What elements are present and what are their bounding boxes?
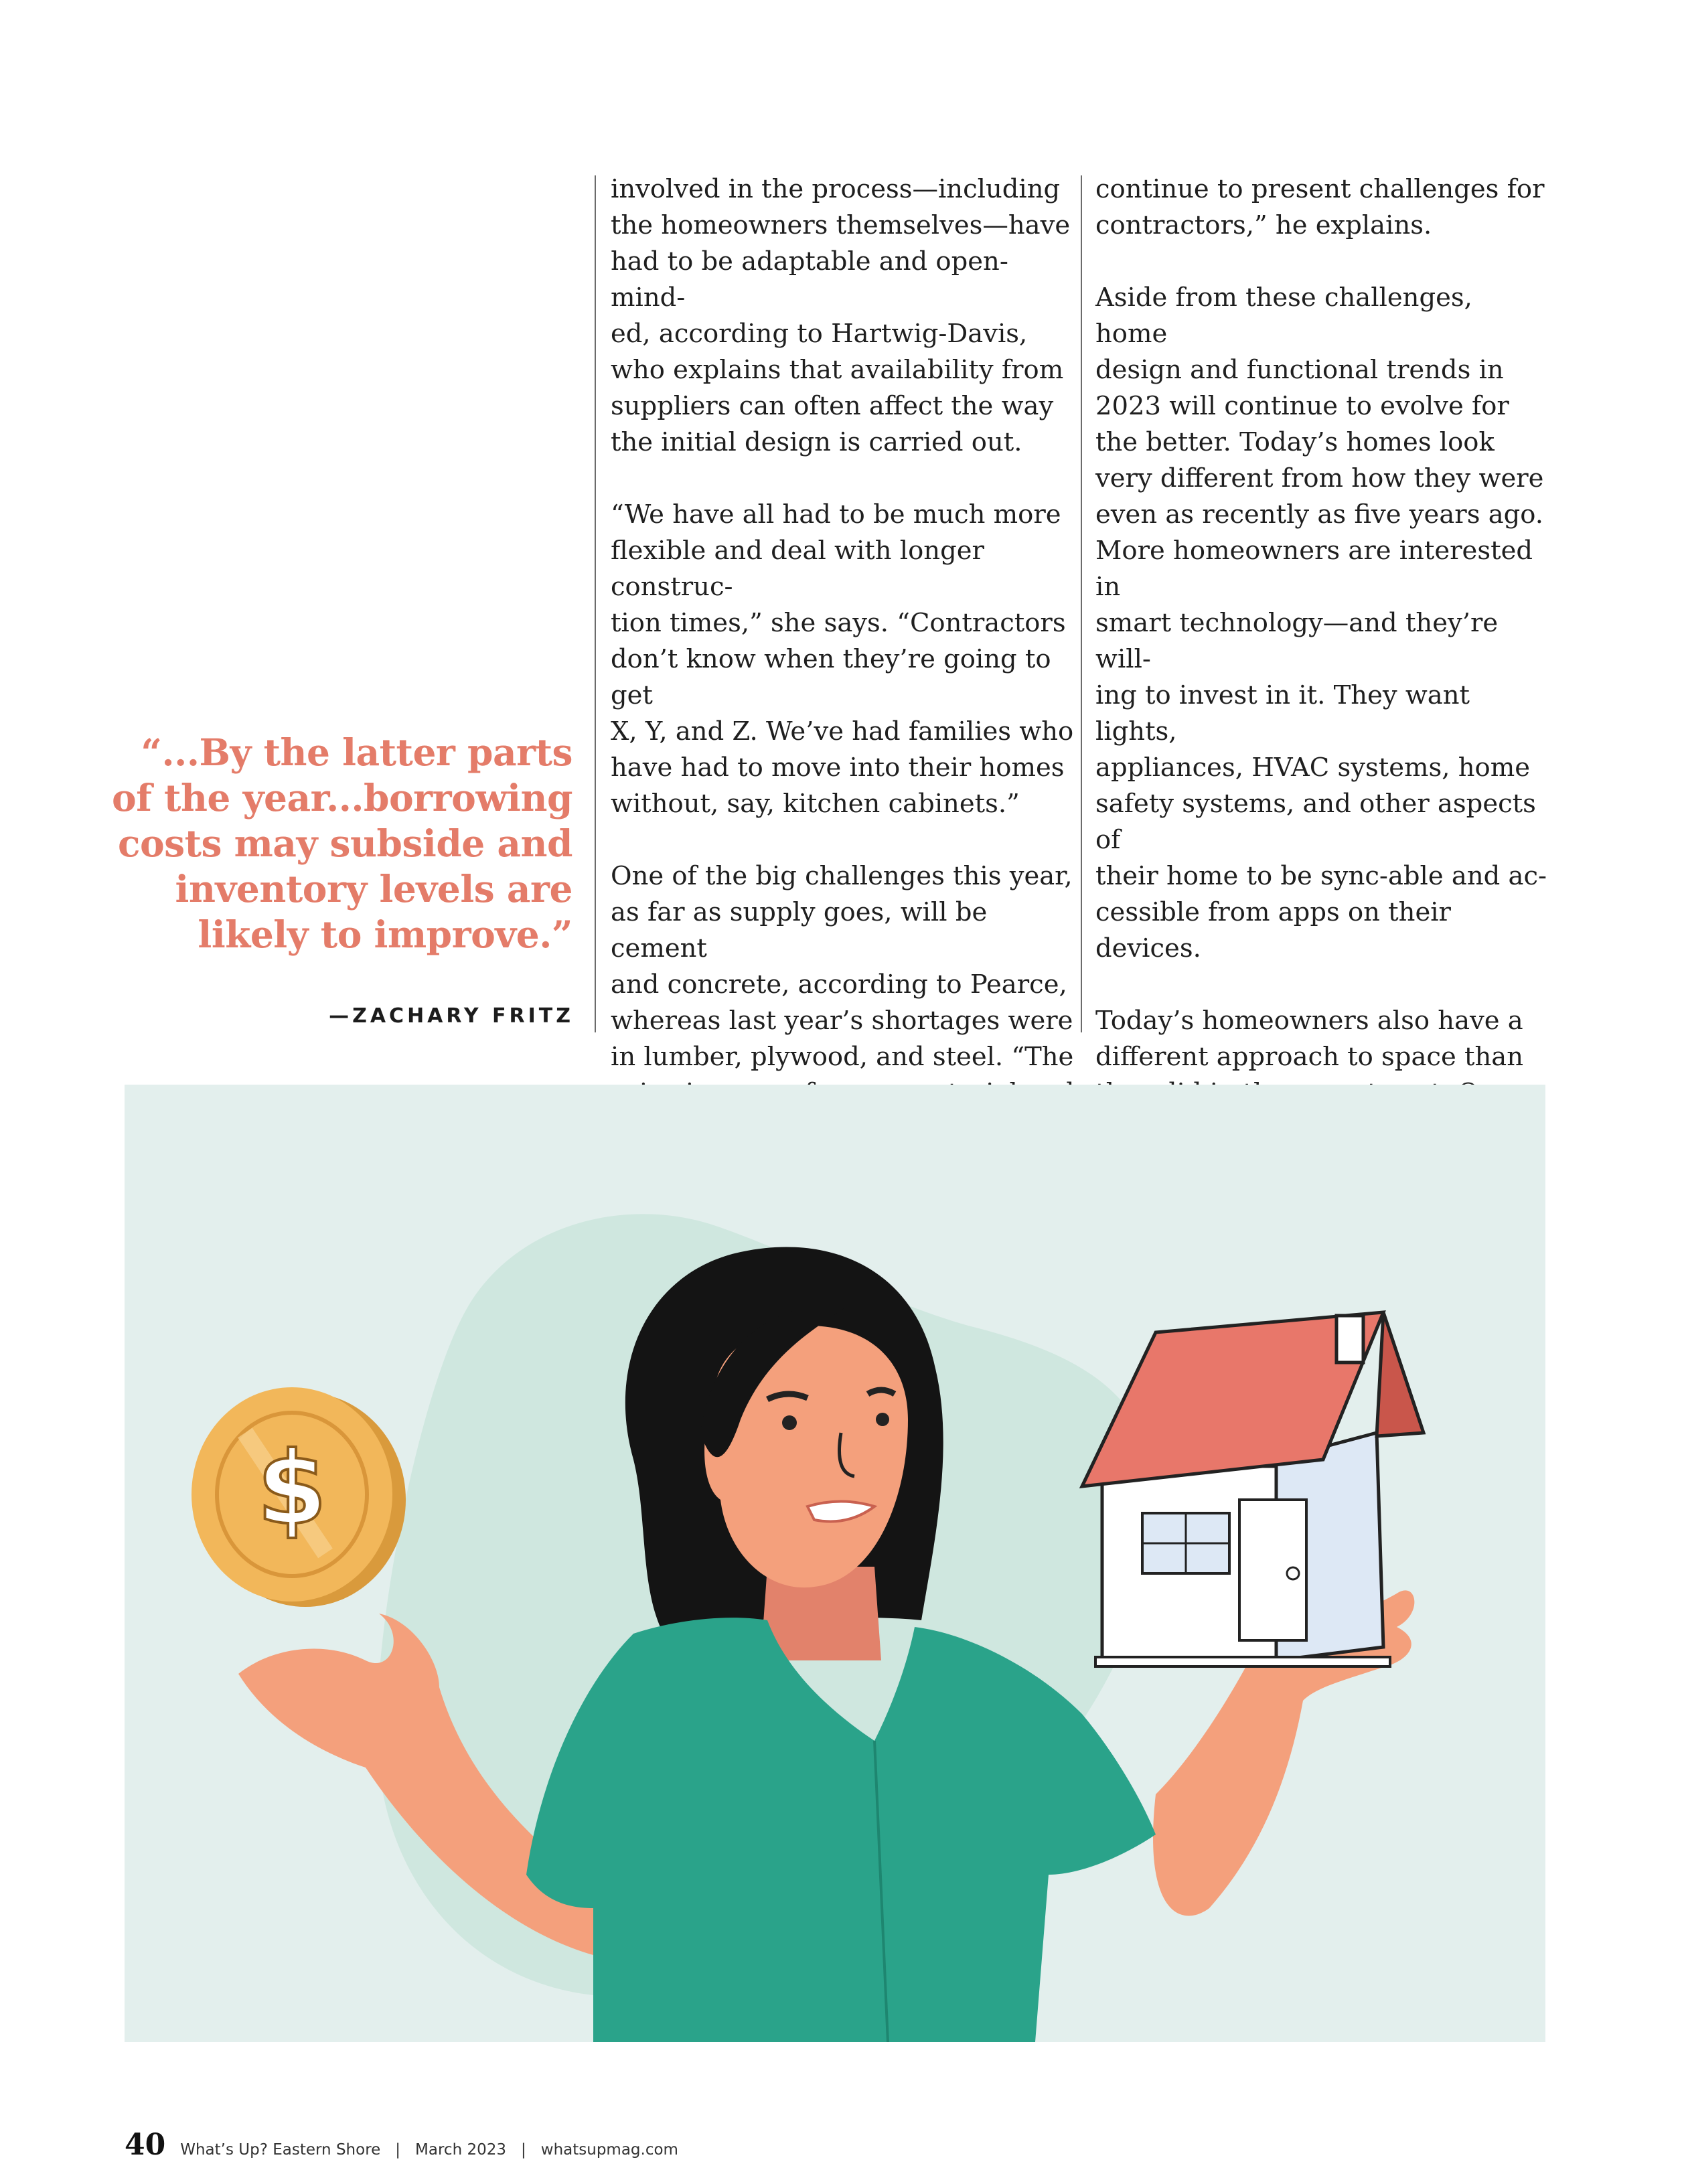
website-link[interactable]: whatsupmag.com — [540, 2141, 678, 2159]
page-number: 40 — [125, 2128, 166, 2162]
paragraph: Today’s homeowners also have a different approach to space than — [1095, 1006, 1524, 1072]
house-icon — [1082, 1312, 1424, 1666]
dollar-sign-icon: $ — [256, 1431, 327, 1547]
paragraph: One of the big challenges this year, as far as supply goes, will be cement and concrete, according to Pearce, whereas last year’s shortages were in lumber, plywood, and steel. “The — [611, 861, 1074, 1072]
illustration — [125, 1085, 1545, 2042]
publication-name: What’s Up? Eastern Shore — [180, 2141, 381, 2159]
footer-separator: | — [395, 2141, 401, 2159]
paragraph: “We have all had to be much more flexible and deal with longer construc- tion times,” she says. “Contractors don’t know when they’re going to get X, Y, and Z. We’ve had families who have had to move into their homes without, say, kitchen cabinets.” — [611, 499, 1074, 819]
page-footer — [125, 2128, 678, 2162]
pull-quote: “...By the latter parts of the year...borrowing costs may subside and inventory levels are likely to improve.” — [112, 730, 572, 956]
coin-icon — [192, 1387, 406, 1607]
column-rule-left — [595, 175, 596, 1032]
issue-date: March 2023 — [415, 2141, 507, 2159]
column-rule-right — [1081, 175, 1082, 1032]
pull-quote-attribution: —ZACHARY FRITZ — [329, 1004, 574, 1028]
paragraph: involved in the process—including the homeowners themselves—have had to be adaptable and open-mind- ed, according to Hartwig-Davis, who explains that availability from suppliers can often affect the way the initial design is carried out. — [611, 174, 1071, 457]
paragraph: continue to present challenges for contractors,” he explains. — [1095, 174, 1545, 240]
article-column-1 — [611, 171, 1079, 1184]
paragraph: Aside from these challenges, home design and functional trends in 2023 will continue to evolve for the better. Today’s homes look very different from how they were even as recently as five years ago. More homeowners are interested in smart technology—and they’re will- ing to invest in it. They want lights, appliances, HVAC systems, home safety systems, and other aspects of their home to be sync-able and ac- cessible from apps on their devices. — [1095, 283, 1547, 963]
footer-separator: | — [521, 2141, 526, 2159]
